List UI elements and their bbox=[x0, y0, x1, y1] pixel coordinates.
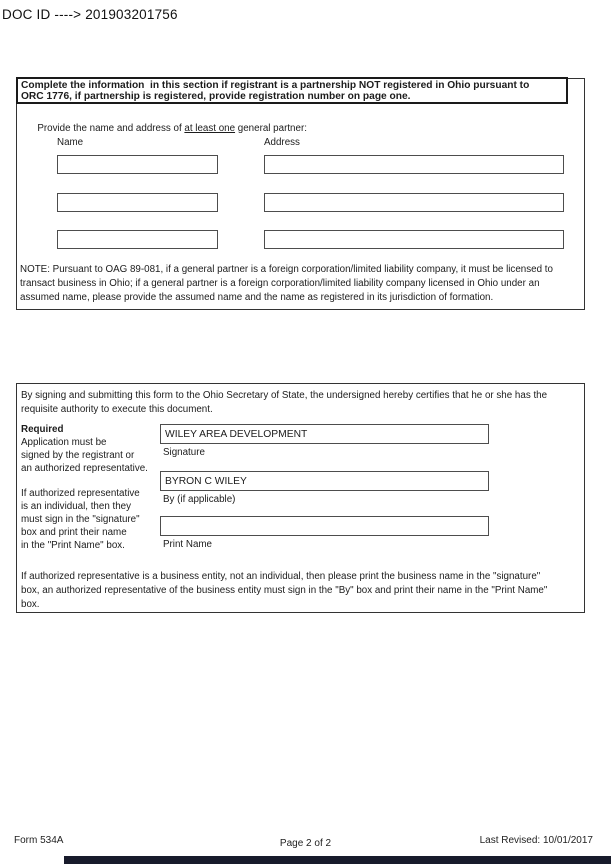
next-page-edge-bar bbox=[64, 856, 611, 864]
last-revised: Last Revised: 10/01/2017 bbox=[479, 835, 593, 846]
address-column-label: Address bbox=[264, 137, 300, 148]
form-number: Form 534A bbox=[14, 835, 64, 846]
partner-2-name-input[interactable] bbox=[57, 193, 218, 212]
instruction-at-least-one: at least one bbox=[184, 123, 236, 134]
print-name-input[interactable] bbox=[160, 516, 489, 536]
certification-statement: By signing and submitting this form to the Ohio Secretary of State, the undersigned hereby certifies that he or she has the requisite authority to execute this document. bbox=[21, 390, 548, 415]
required-note-2: If authorized representative is an individual, then they must sign in the "signature" box and print their name in the "Print Name" box. bbox=[21, 488, 140, 551]
signature-section bbox=[16, 383, 585, 613]
required-note-block bbox=[21, 423, 169, 552]
business-entity-note: If authorized representative is a business entity, not an individual, then please print the business name in the "signature" box, an authorized representative of the business entity must sign in the "By" box and print their name in the "Print Name" box. bbox=[21, 571, 548, 610]
by-label: By (if applicable) bbox=[163, 494, 236, 505]
partnership-section bbox=[16, 78, 585, 310]
doc-id-stamp: DOC ID ----> 201903201756 bbox=[2, 7, 178, 22]
partner-1-name-input[interactable] bbox=[57, 155, 218, 174]
oag-note: NOTE: Pursuant to OAG 89-081, if a general partner is a foreign corporation/limited liability company, it must be licensed to transact business in Ohio; if a general partner is a foreign corporation/limited liability company licensed in Ohio under an assumed name, please provide the assumed name and the name as registered in its jurisdiction of formation. bbox=[20, 264, 553, 303]
partner-3-name-input[interactable] bbox=[57, 230, 218, 249]
partner-2-address-input[interactable] bbox=[264, 193, 564, 212]
partnership-section-header: Complete the information in this section if registrant is a partnership NOT registered in Ohio pursuant to ORC 1776, if partnership is registered, provide registration number on page one. bbox=[16, 77, 568, 104]
print-name-label: Print Name bbox=[163, 539, 212, 550]
instruction-prefix: Provide the name and address of bbox=[37, 123, 185, 134]
partner-1-address-input[interactable] bbox=[264, 155, 564, 174]
instruction-suffix: general partner: bbox=[235, 123, 307, 134]
signature-input[interactable] bbox=[160, 424, 489, 444]
name-column-label: Name bbox=[57, 137, 84, 148]
signature-label: Signature bbox=[163, 447, 205, 458]
page-number: Page 2 of 2 bbox=[279, 838, 332, 849]
partner-3-address-input[interactable] bbox=[264, 230, 564, 249]
required-title: Required bbox=[21, 424, 64, 435]
required-note-1: Application must be signed by the registrant or an authorized representative. bbox=[21, 437, 148, 474]
by-input[interactable] bbox=[160, 471, 489, 491]
